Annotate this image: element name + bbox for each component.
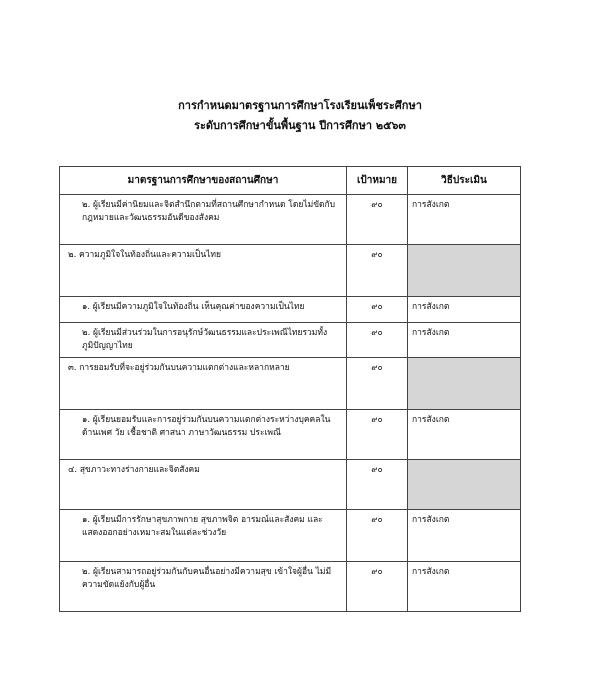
method-cell: การสังเกต (408, 510, 521, 562)
target-cell: ๙๐ (347, 245, 408, 297)
table-row (60, 358, 521, 410)
table-row (60, 195, 521, 245)
method-cell: การสังเกต (408, 562, 521, 612)
standard-cell: ๑. ผู้เรียนมีความภูมิใจในท้องถิ่น เห็นคุณค่าของความเป็นไทย (60, 297, 347, 323)
method-cell: การสังเกต (408, 323, 521, 358)
method-cell (408, 460, 521, 510)
table-row (60, 323, 521, 358)
standard-cell: ๒. ความภูมิใจในท้องถิ่นและความเป็นไทย (60, 245, 347, 297)
header-standard: มาตรฐานการศึกษาของสถานศึกษา (60, 167, 347, 195)
target-cell: ๙๐ (347, 358, 408, 410)
title-line-2: ระดับการศึกษาขั้นพื้นฐาน ปีการศึกษา ๒๕๖๓ (194, 119, 406, 132)
table-row (60, 510, 521, 562)
target-cell: ๙๐ (347, 460, 408, 510)
standard-cell: ๒. ผู้เรียนสามารถอยู่ร่วมกันกับคนอื่นอย่างมีความสุข เข้าใจผู้อื่น ไม่มีความขัดแย้งกับผู้อื่น (60, 562, 347, 612)
standard-cell: ๒. ผู้เรียนมีค่านิยมและจิตสำนึกตามที่สถานศึกษากำหนด โดยไม่ขัดกับกฎหมายและวัฒนธรรมอันดีของสังคม (60, 195, 347, 245)
method-cell: การสังเกต (408, 195, 521, 245)
table-row (60, 562, 521, 612)
title-line-1: การกำหนดมาตรฐานการศึกษาโรงเรียนเพ็ชระศึกษา (178, 99, 422, 112)
method-cell (408, 358, 521, 410)
target-cell: ๙๐ (347, 510, 408, 562)
standard-cell: ๒. ผู้เรียนมีส่วนร่วมในการอนุรักษ์วัฒนธรรมและประเพณีไทยรวมทั้งภูมิปัญญาไทย (60, 323, 347, 358)
method-cell: การสังเกต (408, 297, 521, 323)
table-row (60, 297, 521, 323)
target-cell: ๙๐ (347, 562, 408, 612)
target-cell: ๙๐ (347, 323, 408, 358)
table-row (60, 460, 521, 510)
method-cell: การสังเกต (408, 410, 521, 460)
document-title (0, 96, 600, 136)
standard-cell: ๔. สุขภาวะทางร่างกายและจิตสังคม (60, 460, 347, 510)
table-row (60, 410, 521, 460)
target-cell: ๙๐ (347, 410, 408, 460)
standards-table (59, 166, 521, 612)
table-header-row (60, 167, 521, 195)
method-cell (408, 245, 521, 297)
table-row (60, 245, 521, 297)
header-method: วิธีประเมิน (408, 167, 521, 195)
header-target: เป้าหมาย (347, 167, 408, 195)
standard-cell: ๑. ผู้เรียนยอมรับและการอยู่ร่วมกันบนความแตกต่างระหว่างบุคคลในด้านเพศ วัย เชื้อชาติ ศาสนา ภาษาวัฒนธรรม ประเพณี (60, 410, 347, 460)
target-cell: ๙๐ (347, 297, 408, 323)
standard-cell: ๓. การยอมรับที่จะอยู่ร่วมกันบนความแตกต่างและหลากหลาย (60, 358, 347, 410)
target-cell: ๙๐ (347, 195, 408, 245)
standard-cell: ๑. ผู้เรียนมีการรักษาสุขภาพกาย สุขภาพจิต อารมณ์และสังคม และแสดงออกอย่างเหมาะสมในแต่ละช่วงวัย (60, 510, 347, 562)
